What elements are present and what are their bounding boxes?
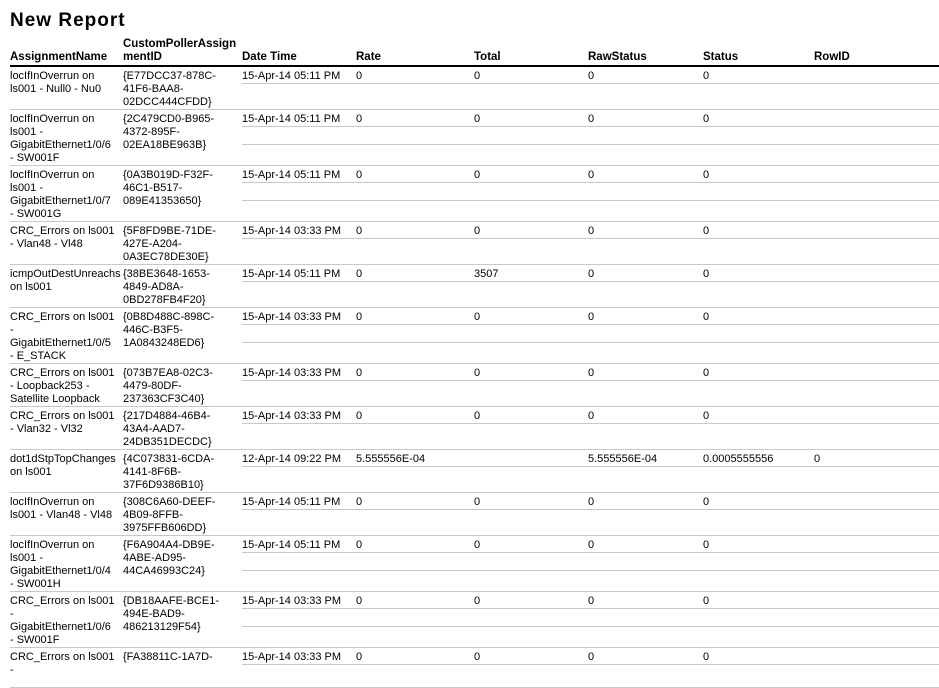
cell-rate: 0 <box>356 367 363 379</box>
cell-rate: 0 <box>356 113 363 125</box>
cell-dateTime: 15-Apr-14 05:11 PM <box>242 70 341 82</box>
row-value-underline <box>242 182 939 183</box>
cell-status: 0 <box>703 539 710 551</box>
cell-rate: 0 <box>356 496 363 508</box>
cell-pollerId: {4C073831-6CDA-4141-8F6B-37F6D9386B10} <box>123 453 215 491</box>
cell-pollerId: {0B8D488C-898C-446C-B3F5-1A0843248ED6} <box>123 311 215 349</box>
cell-assignment: locIfInOverrun on ls001 - GigabitEthernet1/0/6 - SW001F <box>10 113 111 164</box>
table-row <box>10 493 939 536</box>
col-header-pollerId: CustomPollerAssignmentID <box>123 38 237 63</box>
row-band-line <box>242 626 939 627</box>
table-row <box>10 648 939 688</box>
cell-dateTime: 15-Apr-14 03:33 PM <box>242 367 342 379</box>
cell-rowId <box>814 592 939 647</box>
cell-status: 0 <box>703 268 710 280</box>
cell-rawStatus: 0 <box>588 225 595 237</box>
cell-dateTime: 15-Apr-14 05:11 PM <box>242 169 341 181</box>
cell-rawStatus: 0 <box>588 595 595 607</box>
cell-assignment: dot1dStpTopChanges on ls001 <box>10 453 116 478</box>
cell-rawStatus: 0 <box>588 70 595 82</box>
cell-total <box>474 450 588 492</box>
cell-dateTime: 15-Apr-14 03:33 PM <box>242 311 342 323</box>
cell-status: 0 <box>703 651 710 663</box>
cell-status: 0 <box>703 169 710 181</box>
cell-assignment: icmpOutDestUnreachs on ls001 <box>10 268 121 293</box>
cell-rawStatus: 5.555556E-04 <box>588 453 658 465</box>
cell-rowId: 0 <box>814 453 821 465</box>
cell-rawStatus: 0 <box>588 496 595 508</box>
cell-rawStatus: 0 <box>588 169 595 181</box>
cell-assignment: CRC_Errors on ls001 - Loopback253 - Satellite Loopback <box>10 367 115 405</box>
cell-rate: 0 <box>356 539 363 551</box>
table-row <box>10 450 939 493</box>
table-body <box>10 67 939 688</box>
row-value-underline <box>242 509 939 510</box>
row-value-underline <box>242 238 939 239</box>
cell-rowId <box>814 407 939 449</box>
cell-rate: 0 <box>356 169 363 181</box>
cell-pollerId: {38BE3648-1653-4849-AD8A-0BD278FB4F20} <box>123 268 210 306</box>
cell-dateTime: 15-Apr-14 03:33 PM <box>242 225 342 237</box>
row-value-underline <box>242 466 939 467</box>
row-band-line <box>242 144 939 145</box>
row-value-underline <box>242 608 939 609</box>
cell-rowId <box>814 67 939 109</box>
cell-rawStatus: 0 <box>588 367 595 379</box>
cell-status: 0 <box>703 225 710 237</box>
table-row <box>10 166 939 222</box>
cell-rowId <box>814 648 939 687</box>
cell-status: 0 <box>703 311 710 323</box>
table-row <box>10 536 939 592</box>
col-header-rowId: RowID <box>814 51 850 63</box>
cell-dateTime: 12-Apr-14 09:22 PM <box>242 453 342 465</box>
cell-rawStatus: 0 <box>588 410 595 422</box>
cell-status: 0.0005555556 <box>703 453 774 465</box>
cell-dateTime: 15-Apr-14 05:11 PM <box>242 113 341 125</box>
cell-rowId <box>814 166 939 221</box>
cell-rowId <box>814 308 939 363</box>
table-row <box>10 407 939 450</box>
cell-dateTime: 15-Apr-14 03:33 PM <box>242 595 342 607</box>
cell-dateTime: 15-Apr-14 03:33 PM <box>242 651 342 663</box>
cell-status: 0 <box>703 595 710 607</box>
cell-pollerId: {E77DCC37-878C-41F6-BAA8-02DCC444CFDD} <box>123 70 216 108</box>
table-row <box>10 265 939 308</box>
cell-total: 0 <box>474 70 481 82</box>
cell-status: 0 <box>703 70 710 82</box>
col-header-assignment: AssignmentName <box>10 51 108 63</box>
cell-rawStatus: 0 <box>588 113 595 125</box>
table-row <box>10 110 939 166</box>
cell-pollerId: {2C479CD0-B965-4372-895F-02EA18BE963B} <box>123 113 215 151</box>
cell-total: 0 <box>474 496 481 508</box>
cell-total: 3507 <box>474 268 499 280</box>
cell-assignment: locIfInOverrun on ls001 - GigabitEthernet1/0/4 - SW001H <box>10 539 111 590</box>
cell-rate: 5.555556E-04 <box>356 453 426 465</box>
page-title: New Report <box>10 10 126 31</box>
cell-rate: 0 <box>356 311 363 323</box>
cell-dateTime: 15-Apr-14 05:11 PM <box>242 268 341 280</box>
cell-rowId <box>814 110 939 165</box>
col-header-rate: Rate <box>356 51 381 63</box>
row-band-line <box>242 342 939 343</box>
cell-rowId <box>814 364 939 406</box>
cell-total: 0 <box>474 595 481 607</box>
cell-pollerId: {F6A904A4-DB9E-4ABE-AD95-44CA46993C24} <box>123 539 215 577</box>
col-header-total: Total <box>474 51 501 63</box>
cell-rawStatus: 0 <box>588 539 595 551</box>
cell-assignment: CRC_Errors on ls001 - Vlan32 - Vl32 <box>10 410 115 435</box>
cell-assignment: locIfInOverrun on ls001 - Vlan48 - Vl48 <box>10 496 113 521</box>
row-value-underline <box>242 380 939 381</box>
report-page <box>0 10 939 676</box>
cell-status: 0 <box>703 113 710 125</box>
row-value-underline <box>242 552 939 553</box>
row-value-underline <box>242 126 939 127</box>
cell-dateTime: 15-Apr-14 05:11 PM <box>242 539 341 551</box>
cell-rowId <box>814 536 939 591</box>
cell-pollerId: {073B7EA8-02C3-4479-80DF-237363CF3C40} <box>123 367 213 405</box>
col-header-rawStatus: RawStatus <box>588 51 647 63</box>
row-value-underline <box>242 281 939 282</box>
table-row <box>10 67 939 110</box>
cell-rate: 0 <box>356 225 363 237</box>
table-row <box>10 592 939 648</box>
row-band-line <box>242 200 939 201</box>
cell-rawStatus: 0 <box>588 268 595 280</box>
cell-assignment: CRC_Errors on ls001 - GigabitEthernet1/0/5 - E_STACK <box>10 311 115 362</box>
row-value-underline <box>242 83 939 84</box>
cell-pollerId: {308C6A60-DEEF-4B09-8FFB-3975FFB606DD} <box>123 496 216 534</box>
cell-rawStatus: 0 <box>588 651 595 663</box>
table-row <box>10 364 939 407</box>
cell-status: 0 <box>703 496 710 508</box>
cell-total: 0 <box>474 225 481 237</box>
cell-pollerId: {217D4884-46B4-43A4-AAD7-24DB351DECDC} <box>123 410 212 448</box>
cell-pollerId: {FA38811C-1A7D- <box>123 651 213 663</box>
row-band-line <box>242 570 939 571</box>
cell-status: 0 <box>703 410 710 422</box>
row-value-underline <box>242 324 939 325</box>
cell-pollerId: {5F8FD9BE-71DE-427E-A204-0A3EC78DE30E} <box>123 225 216 263</box>
cell-rate: 0 <box>356 268 363 280</box>
col-header-status: Status <box>703 51 739 63</box>
cell-assignment: locIfInOverrun on ls001 - Null0 - Nu0 <box>10 70 102 95</box>
cell-pollerId: {DB18AAFE-BCE1-494E-BAD9-486213129F54} <box>123 595 219 633</box>
cell-total: 0 <box>474 651 481 663</box>
row-value-underline <box>242 664 939 665</box>
cell-assignment: CRC_Errors on ls001 - <box>10 651 115 676</box>
cell-status: 0 <box>703 367 710 379</box>
cell-dateTime: 15-Apr-14 05:11 PM <box>242 496 341 508</box>
cell-rate: 0 <box>356 70 363 82</box>
cell-rate: 0 <box>356 651 363 663</box>
cell-total: 0 <box>474 410 481 422</box>
row-value-underline <box>242 423 939 424</box>
cell-dateTime: 15-Apr-14 03:33 PM <box>242 410 342 422</box>
col-header-dateTime: Date Time <box>242 51 297 63</box>
cell-assignment: CRC_Errors on ls001 - GigabitEthernet1/0/6 - SW001F <box>10 595 115 646</box>
cell-rawStatus: 0 <box>588 311 595 323</box>
cell-rowId <box>814 222 939 264</box>
table-row <box>10 222 939 265</box>
cell-pollerId: {0A3B019D-F32F-46C1-B517-089E41353650} <box>123 169 213 207</box>
cell-total: 0 <box>474 169 481 181</box>
cell-assignment: locIfInOverrun on ls001 - GigabitEthernet1/0/7 - SW001G <box>10 169 111 220</box>
cell-total: 0 <box>474 539 481 551</box>
table-header <box>10 38 939 67</box>
cell-total: 0 <box>474 311 481 323</box>
cell-rate: 0 <box>356 595 363 607</box>
cell-total: 0 <box>474 367 481 379</box>
cell-rate: 0 <box>356 410 363 422</box>
cell-assignment: CRC_Errors on ls001 - Vlan48 - Vl48 <box>10 225 115 250</box>
cell-total: 0 <box>474 113 481 125</box>
cell-rowId <box>814 265 939 307</box>
cell-rowId <box>814 493 939 535</box>
table-row <box>10 308 939 364</box>
